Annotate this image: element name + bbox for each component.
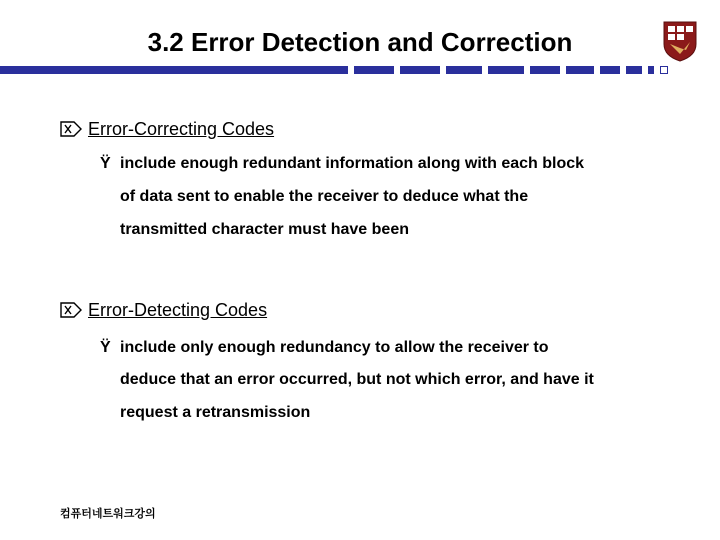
bullet-heading: Error-Correcting Codes: [88, 119, 275, 139]
slide-title: 3.2 Error Detection and Correction: [147, 27, 573, 57]
sub-bullet-marker: Ÿ: [100, 155, 111, 172]
university-logo: [662, 20, 698, 62]
sub-bullet-line: include only enough redundancy to allow the receiver to: [120, 339, 549, 356]
sub-bullet-line: of data sent to enable the receiver to deduce what the: [120, 188, 529, 205]
sub-bullet-line: include enough redundant information along with each block: [120, 155, 585, 172]
sub-bullet-marker: Ÿ: [100, 339, 111, 356]
bullet-arrow-icon: [60, 121, 82, 137]
sub-bullet-line: transmitted character must have been: [120, 221, 409, 238]
bullet-error-correcting: [60, 118, 274, 140]
title-underline-bar: [0, 66, 720, 74]
bullet-error-detecting: [60, 299, 267, 321]
footer-course-name: 컴퓨터네트워크강의: [60, 508, 156, 520]
sub-bullet-line: deduce that an error occurred, but not which error, and have it: [120, 371, 594, 388]
bullet-arrow-icon: [60, 302, 82, 318]
bullet-heading: Error-Detecting Codes: [88, 300, 268, 320]
sub-bullet-line: request a retransmission: [120, 404, 311, 421]
